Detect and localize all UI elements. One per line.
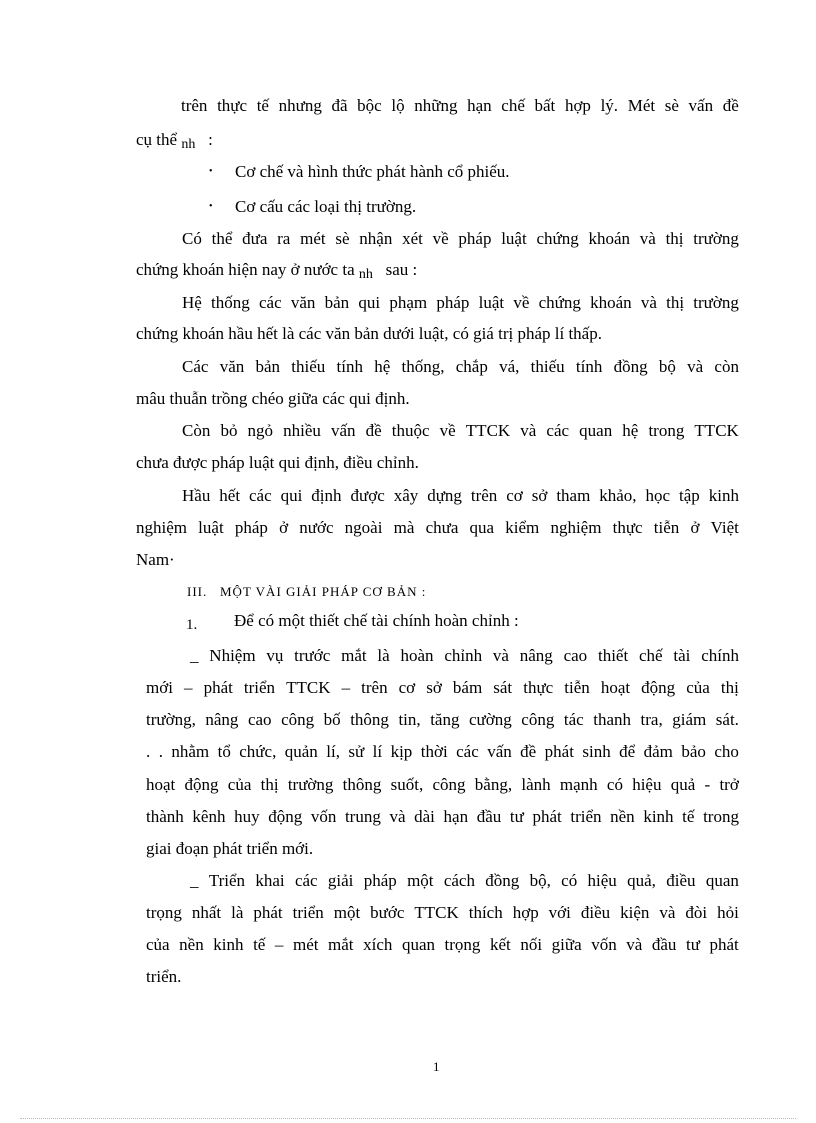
word: nâng xyxy=(519,646,553,665)
word: quan xyxy=(705,871,739,890)
word: thông xyxy=(342,775,382,794)
word: thị xyxy=(260,775,279,794)
word: hạn xyxy=(467,96,492,115)
word: thị xyxy=(720,678,739,697)
word: tài xyxy=(673,646,691,665)
word: _ xyxy=(190,871,199,890)
word: nhưng xyxy=(278,96,322,115)
word: hợp xyxy=(564,96,591,115)
word: phạm xyxy=(389,293,428,312)
word: mét xyxy=(292,935,319,954)
word: động xyxy=(268,807,303,826)
word: trường xyxy=(287,775,334,794)
word: bản xyxy=(324,293,350,312)
word: ở xyxy=(279,518,289,537)
word: . xyxy=(146,742,151,761)
word: lý. xyxy=(600,96,619,115)
word: hiệu xyxy=(632,775,662,794)
paragraph-8-line-4: triển. xyxy=(146,967,182,986)
word: mạnh xyxy=(559,775,598,794)
word: và xyxy=(492,646,509,665)
word: nghiệm xyxy=(550,518,602,537)
word: bằng, xyxy=(474,775,513,794)
word: đề xyxy=(520,742,537,761)
paragraph-8-line-3 xyxy=(146,934,739,956)
word: trước xyxy=(294,646,331,665)
word: cách xyxy=(443,871,475,890)
word: tế xyxy=(256,96,269,115)
word: chính xyxy=(701,646,739,665)
paragraph-7-line-1 xyxy=(190,645,739,667)
word: thích xyxy=(468,903,503,922)
word: thống, xyxy=(401,357,445,376)
word: phát xyxy=(532,807,562,826)
word: TTCK xyxy=(286,678,331,697)
word: hệ xyxy=(622,421,639,440)
word: để xyxy=(619,742,636,761)
word: - xyxy=(704,775,711,794)
word: thanh xyxy=(593,710,631,729)
word: trong xyxy=(648,421,685,440)
word: chức, xyxy=(239,742,277,761)
word: lí, xyxy=(326,742,340,761)
word: Việt xyxy=(710,518,739,537)
word: mới xyxy=(146,678,173,697)
word: cho xyxy=(714,742,739,761)
word: trong xyxy=(703,807,739,826)
word: công xyxy=(281,710,315,729)
paragraph-5-line-2: chưa được pháp luật qui định, điều chỉnh. xyxy=(136,453,419,472)
word: có xyxy=(606,775,623,794)
word: công xyxy=(521,710,555,729)
word: thể xyxy=(211,229,233,248)
word: và xyxy=(389,807,406,826)
word: vụ xyxy=(266,646,284,665)
word: tin, xyxy=(398,710,421,729)
word: cơ xyxy=(398,678,416,697)
word: giữa xyxy=(551,935,582,954)
item-number: 1. xyxy=(186,617,198,633)
word: tập xyxy=(679,486,700,505)
word: tế xyxy=(682,807,695,826)
word: đầu xyxy=(476,807,502,826)
word: một xyxy=(333,903,361,922)
word: và xyxy=(520,421,537,440)
word: đòi xyxy=(685,903,708,922)
word: Mét xyxy=(627,96,656,115)
word: cao xyxy=(247,710,272,729)
word: đồng xyxy=(485,871,520,890)
word: quả xyxy=(670,775,696,794)
word: về xyxy=(439,421,456,440)
word: kịp xyxy=(390,742,413,761)
word: . xyxy=(158,742,163,761)
word: công xyxy=(432,775,466,794)
word: bỏ xyxy=(220,421,238,440)
word: đề xyxy=(365,421,382,440)
word: phát xyxy=(253,903,283,922)
word: thiếu xyxy=(291,357,326,376)
word: nối xyxy=(520,935,543,954)
paragraph-7-line-5 xyxy=(146,774,739,796)
word: pháp xyxy=(363,871,397,890)
word: Các xyxy=(182,357,209,376)
word: sè xyxy=(664,96,679,115)
word: bám xyxy=(452,678,483,697)
word: – xyxy=(184,678,193,697)
word: đảm xyxy=(643,742,673,761)
word: xây xyxy=(393,486,419,505)
word: kiện xyxy=(620,903,650,922)
paragraph-1-line-2: cụ thể nh : xyxy=(136,130,213,152)
word: trở xyxy=(719,775,739,794)
word: của xyxy=(686,678,710,697)
word: phát xyxy=(203,678,233,697)
word: hoạt xyxy=(146,775,176,794)
word: thực xyxy=(612,518,643,537)
paragraph-4-line-1 xyxy=(182,356,739,378)
word: bảo xyxy=(681,742,706,761)
word: văn xyxy=(290,293,316,312)
word: bản xyxy=(255,357,281,376)
word: Có xyxy=(182,229,202,248)
word: tham xyxy=(556,486,591,505)
word: khoán xyxy=(590,293,632,312)
word: TTCK xyxy=(694,421,739,440)
word: các xyxy=(456,742,479,761)
word: triển xyxy=(570,807,602,826)
word: hết xyxy=(219,486,241,505)
word: đồng xyxy=(613,357,648,376)
word: điều xyxy=(666,871,696,890)
word: tiễn xyxy=(564,678,590,697)
word: giám xyxy=(672,710,707,729)
word: của xyxy=(227,775,252,794)
word: đầu xyxy=(651,935,677,954)
word: vốn xyxy=(310,807,337,826)
word: tính xyxy=(336,357,363,376)
word: trường xyxy=(693,293,739,312)
word: bộc xyxy=(357,96,382,115)
section-heading: III. MỘT VÀI GIẢI PHÁP CƠ BẢN : xyxy=(187,584,427,599)
paragraph-7-line-3 xyxy=(146,709,739,731)
word: hoàn xyxy=(400,646,434,665)
word: kinh xyxy=(213,935,244,954)
word: với xyxy=(548,903,571,922)
word: vấn xyxy=(688,96,714,115)
word: qui xyxy=(358,293,381,312)
word: sinh xyxy=(582,742,611,761)
word: sử xyxy=(348,742,365,761)
word: chứng xyxy=(538,293,581,312)
word: được xyxy=(350,486,385,505)
word: hạn xyxy=(443,807,469,826)
word: khảo, xyxy=(599,486,637,505)
word: các xyxy=(546,421,570,440)
word: tế xyxy=(253,935,266,954)
word: trọng xyxy=(444,935,481,954)
word: kết xyxy=(490,935,511,954)
paragraph-2-line-2: chứng khoán hiện nay ở nước ta nh sau : xyxy=(136,260,418,282)
word: tính xyxy=(575,357,603,376)
word: tiễn xyxy=(653,518,680,537)
word: hoạt xyxy=(600,678,631,697)
word: vấn xyxy=(331,421,356,440)
bullet-item: Cơ chế và hình thức phát hành cổ phiếu. xyxy=(235,162,510,181)
word: động xyxy=(641,678,676,697)
word: chỉnh xyxy=(444,646,483,665)
word: các xyxy=(259,293,282,312)
word: luật xyxy=(478,293,505,312)
paragraph-6-line-2 xyxy=(136,517,739,539)
word: thiết xyxy=(597,646,629,665)
word: và xyxy=(687,357,704,376)
word: pháp xyxy=(458,229,492,248)
paragraph-6-line-1 xyxy=(182,485,739,507)
word: pháp xyxy=(436,293,470,312)
word: Hầu xyxy=(182,486,211,505)
word: mà xyxy=(393,518,415,537)
word: thực xyxy=(523,678,554,697)
word: Triển xyxy=(208,871,246,890)
word: kinh xyxy=(708,486,739,505)
bullet-icon: • xyxy=(209,201,213,212)
word: bộ xyxy=(658,357,676,376)
word: trên xyxy=(470,486,498,505)
paragraph-7-line-4 xyxy=(146,741,739,763)
word: luật xyxy=(501,229,527,248)
word: triển xyxy=(243,678,276,697)
word: TTCK xyxy=(414,903,459,922)
paragraph-5-line-1 xyxy=(182,420,739,442)
word: thành xyxy=(146,807,184,826)
word: và xyxy=(639,229,656,248)
word: kênh xyxy=(192,807,226,826)
paragraph-8-line-2 xyxy=(146,902,739,924)
word: suốt, xyxy=(390,775,424,794)
word: dài xyxy=(414,807,435,826)
paragraph-7-line-2 xyxy=(146,677,739,699)
word: bộ, xyxy=(529,871,551,890)
word: tổ xyxy=(217,742,231,761)
word: xét xyxy=(402,229,423,248)
paragraph-7-line-7: giai đoạn phát triển mới. xyxy=(146,839,314,858)
word: dựng xyxy=(427,486,462,505)
word: nền xyxy=(610,807,635,826)
word: còn xyxy=(714,357,739,376)
word: quan xyxy=(579,421,613,440)
word: mắt xyxy=(328,935,354,954)
paragraph-3-line-1 xyxy=(182,292,739,314)
word: khoán xyxy=(588,229,631,248)
word: về xyxy=(432,229,449,248)
word: là xyxy=(231,903,244,922)
word: chắp xyxy=(455,357,488,376)
word: chứng xyxy=(536,229,579,248)
word: và xyxy=(626,935,643,954)
word: sát. xyxy=(715,710,739,729)
word: ngoài xyxy=(344,518,383,537)
paragraph-1-line-1 xyxy=(181,95,739,117)
word: mét xyxy=(300,229,326,248)
word: những xyxy=(414,96,458,115)
word: ngỏ xyxy=(247,421,274,440)
word: TTCK xyxy=(465,421,511,440)
word: triển xyxy=(292,903,324,922)
word: lành xyxy=(521,775,551,794)
word: có xyxy=(561,871,578,890)
word: mắt xyxy=(341,646,367,665)
word: cường xyxy=(469,710,512,729)
word: thông xyxy=(350,710,389,729)
word: là xyxy=(377,646,390,665)
word: lộ xyxy=(391,96,405,115)
word: tư xyxy=(685,935,700,954)
word: vấn xyxy=(487,742,512,761)
word: chưa xyxy=(425,518,459,537)
word: đề xyxy=(722,96,739,115)
word: thị xyxy=(666,293,685,312)
word: nhận xyxy=(359,229,393,248)
paragraph-8-line-1 xyxy=(190,870,739,892)
word: trung xyxy=(344,807,381,826)
word: qui xyxy=(280,486,303,505)
word: nền xyxy=(179,935,204,954)
word: vá, xyxy=(499,357,520,376)
word: kiểm xyxy=(505,518,540,537)
word: cơ xyxy=(506,486,523,505)
word: giải xyxy=(327,871,354,890)
word: chế xyxy=(501,96,525,115)
word: về xyxy=(513,293,530,312)
word: trên xyxy=(361,678,388,697)
word: trường, xyxy=(146,710,196,729)
word: hợp xyxy=(512,903,539,922)
word: một xyxy=(407,871,434,890)
word: ở xyxy=(690,518,700,537)
word: nhằm xyxy=(171,742,210,761)
word: kinh xyxy=(643,807,674,826)
paragraph-7-line-6 xyxy=(146,806,739,828)
word: chế xyxy=(639,646,663,665)
paragraph-3-line-2: chứng khoán hầu hết là các văn bản dưới luật, có giá trị pháp lí thấp. xyxy=(136,324,602,343)
word: định xyxy=(311,486,342,505)
word: của xyxy=(146,935,170,954)
word: và xyxy=(640,293,657,312)
word: sè xyxy=(335,229,350,248)
page-number: 1 xyxy=(433,1059,440,1074)
word: sở xyxy=(531,486,548,505)
word: pháp xyxy=(234,518,268,537)
word: thống xyxy=(211,293,250,312)
word: điều xyxy=(580,903,611,922)
bullet-item: Cơ cấu các loại thị trường. xyxy=(235,197,417,216)
word: tra, xyxy=(640,710,663,729)
word: khai xyxy=(255,871,285,890)
word: Hệ xyxy=(182,293,202,312)
word: thiếu xyxy=(530,357,565,376)
word: đưa xyxy=(242,229,268,248)
word: văn xyxy=(219,357,245,376)
word: bất xyxy=(534,96,556,115)
word: sát xyxy=(493,678,513,697)
word: huy xyxy=(234,807,260,826)
word: Còn xyxy=(182,421,211,440)
word: cao xyxy=(563,646,588,665)
word: bước xyxy=(370,903,405,922)
word: sở xyxy=(426,678,442,697)
word: nghiệm xyxy=(136,518,187,537)
word: hiệu xyxy=(587,871,617,890)
word: nâng xyxy=(205,710,239,729)
item-title: Để có một thiết chế tài chính hoàn chỉnh : xyxy=(234,611,519,630)
word: ra xyxy=(277,229,291,248)
page-bottom-divider xyxy=(20,1118,796,1119)
word: hỏi xyxy=(717,903,739,922)
word: nhất xyxy=(191,903,222,922)
word: nhiều xyxy=(283,421,321,440)
word: trường xyxy=(693,229,739,248)
word: qua xyxy=(469,518,495,537)
word: thị xyxy=(665,229,684,248)
word: hệ xyxy=(374,357,391,376)
paragraph-4-line-2: mâu thuẫn trồng chéo giữa các qui định. xyxy=(136,389,410,408)
word: các xyxy=(294,871,318,890)
word: đã xyxy=(331,96,348,115)
word: thuộc xyxy=(391,421,430,440)
word: quả, xyxy=(627,871,656,890)
word: xích xyxy=(363,935,393,954)
word: vốn xyxy=(591,935,617,954)
word: tác xyxy=(563,710,584,729)
word: trên xyxy=(181,96,208,115)
paragraph-2-line-1 xyxy=(182,228,739,250)
word: tăng xyxy=(430,710,460,729)
word: _ xyxy=(190,646,199,665)
word: bố xyxy=(323,710,341,729)
word: học xyxy=(645,486,671,505)
word: Nhiệm xyxy=(209,646,256,665)
bullet-icon: • xyxy=(209,166,213,177)
word: động xyxy=(184,775,219,794)
word: – xyxy=(341,678,351,697)
word: luật xyxy=(198,518,224,537)
word: thời xyxy=(420,742,448,761)
word: quản xyxy=(284,742,318,761)
word: và xyxy=(659,903,676,922)
word: các xyxy=(249,486,272,505)
word: – xyxy=(274,935,284,954)
word: phát xyxy=(709,935,739,954)
word: phát xyxy=(544,742,574,761)
word: quan xyxy=(401,935,435,954)
word: tư xyxy=(509,807,524,826)
word: lí xyxy=(372,742,383,761)
word: trọng xyxy=(146,903,182,922)
word: thực xyxy=(217,96,248,115)
word: nước xyxy=(299,518,334,537)
paragraph-6-line-3: Nam· xyxy=(136,550,175,569)
